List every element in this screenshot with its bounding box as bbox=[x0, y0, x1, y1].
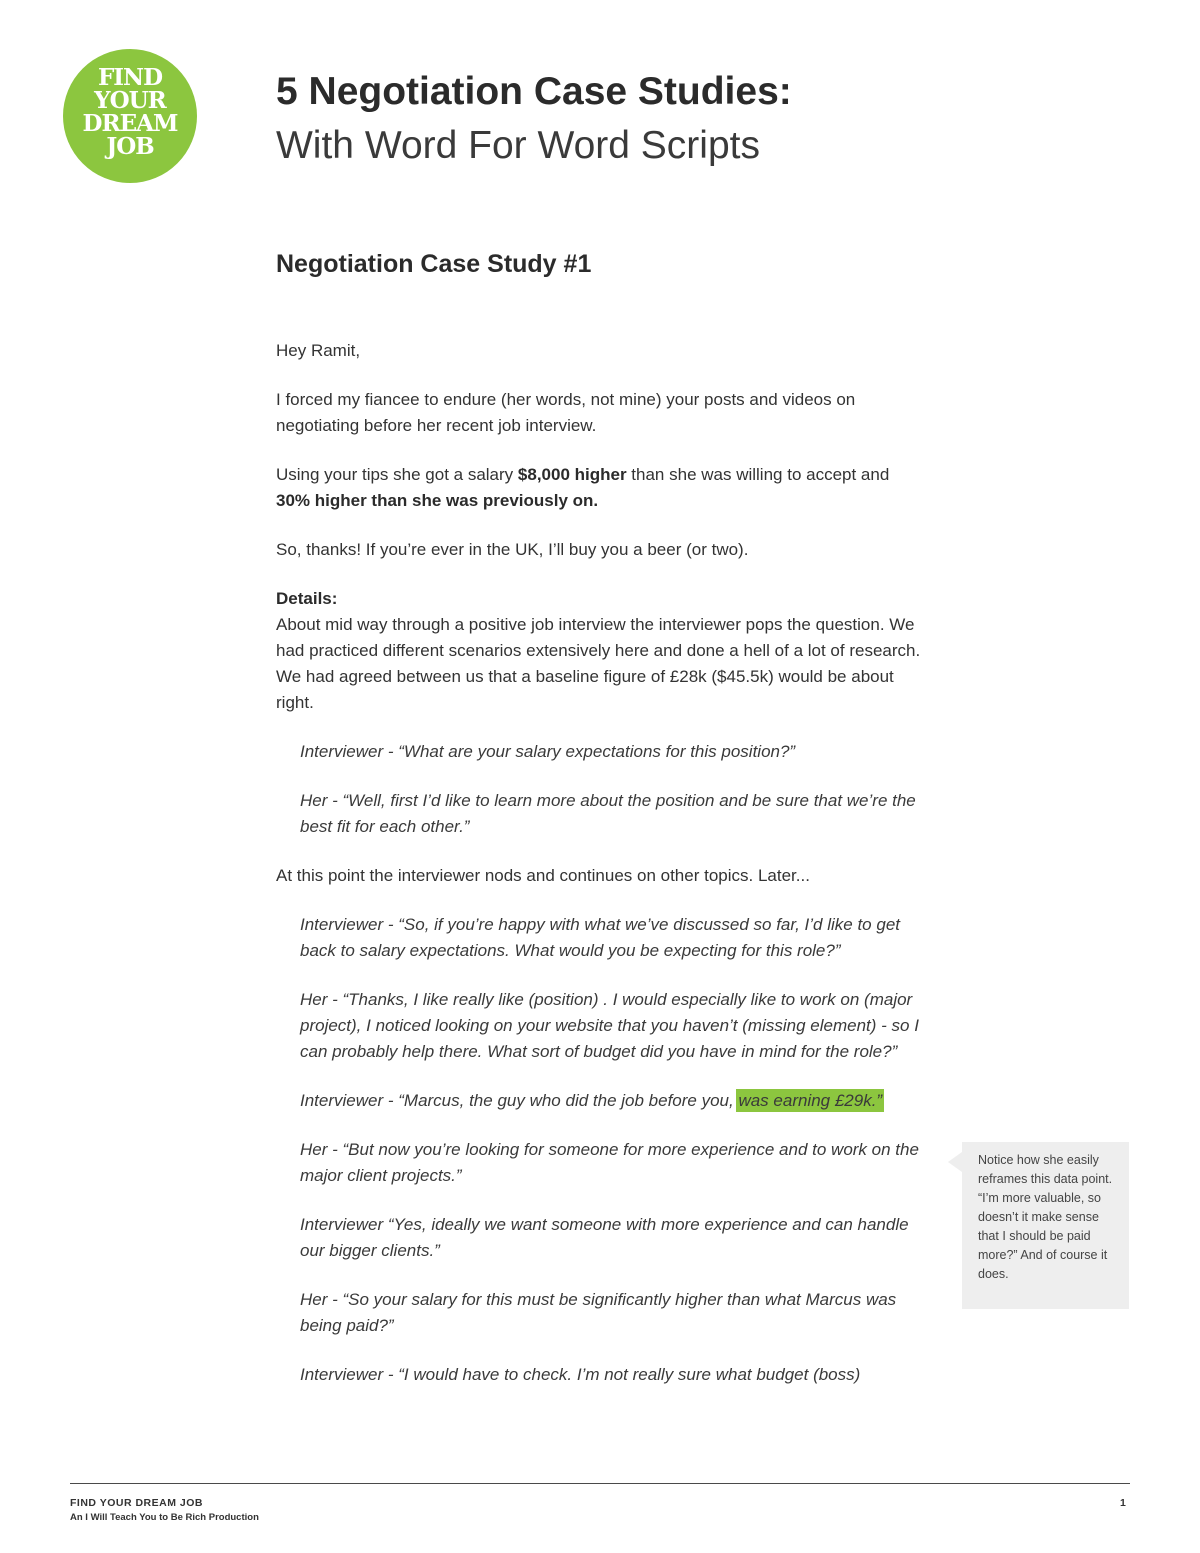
paragraph: So, thanks! If you’re ever in the UK, I’ll buy you a beer (or two). bbox=[276, 540, 749, 559]
paragraph-results bbox=[276, 462, 926, 514]
logo-line: JOB bbox=[106, 133, 154, 160]
logo-line: DREAM bbox=[82, 110, 178, 137]
sidenote-text: Notice how she easily reframes this data point. “I’m more valuable, so doesn’t it make sense that I should be paid more?” And of course it does. bbox=[978, 1153, 1113, 1281]
text-run: than she was willing to accept and bbox=[626, 465, 890, 484]
dialogue-line: Her - “Thanks, I like really like (position) . I would especially like to work on (major project), I noticed looking on your website that you haven’t (missing element) - so I can probably help there. What sort of budget did you have in mind for the role?” bbox=[300, 990, 919, 1061]
logo-text bbox=[63, 66, 197, 158]
logo bbox=[63, 49, 197, 183]
footer-subtitle: An I Will Teach You to Be Rich Production bbox=[70, 1512, 259, 1523]
text-run: Using your tips she got a salary bbox=[276, 465, 518, 484]
page-number: 1 bbox=[1120, 1497, 1126, 1509]
dialogue-line: Interviewer “Yes, ideally we want someone with more experience and can handle our bigger clients.” bbox=[300, 1215, 909, 1260]
greeting: Hey Ramit, bbox=[276, 341, 361, 360]
callout-pointer bbox=[948, 1152, 962, 1172]
logo-line: FIND bbox=[97, 64, 163, 91]
logo-line: YOUR bbox=[94, 87, 166, 114]
sidenote-callout bbox=[962, 1142, 1129, 1309]
document-title: 5 Negotiation Case Studies: bbox=[276, 70, 792, 113]
details-block bbox=[276, 586, 926, 716]
details-text: About mid way through a positive job interview the interviewer pops the question. We had practiced different scenarios extensively here and done a hell of a lot of research. We had agreed between us that a baseline figure of £28k ($45.5k) would be about right. bbox=[276, 615, 921, 712]
highlighted-text: was earning £29k.” bbox=[738, 1091, 883, 1110]
dialogue-line: Interviewer - “So, if you’re happy with what we’ve discussed so far, I’d like to get back to salary expectations. What would you be expecting for this role?” bbox=[300, 915, 900, 960]
bold-amount: $8,000 higher bbox=[517, 465, 627, 484]
footer-title: FIND YOUR DREAM JOB bbox=[70, 1497, 203, 1509]
letter-body bbox=[276, 338, 926, 1388]
dialogue-line: Her - “So your salary for this must be significantly higher than what Marcus was being paid?” bbox=[300, 1290, 897, 1335]
dialogue-line: Interviewer - “What are your salary expectations for this position?” bbox=[300, 742, 796, 761]
dialogue-line: Interviewer - “I would have to check. I’m not really sure what budget (boss) bbox=[300, 1365, 861, 1384]
paragraph: At this point the interviewer nods and continues on other topics. Later... bbox=[276, 866, 810, 885]
section-heading: Negotiation Case Study #1 bbox=[276, 250, 592, 278]
dialogue-line: Her - “But now you’re looking for someone for more experience and to work on the major client projects.” bbox=[300, 1140, 919, 1185]
footer-divider bbox=[70, 1483, 1130, 1484]
paragraph: I forced my fiancee to endure (her words, not mine) your posts and videos on negotiating before her recent job interview. bbox=[276, 390, 856, 435]
dialogue-line-highlighted bbox=[300, 1088, 926, 1114]
text-run: Interviewer - “Marcus, the guy who did the job before you, bbox=[300, 1091, 739, 1110]
dialogue-line: Her - “Well, first I’d like to learn more about the position and be sure that we’re the best fit for each other.” bbox=[300, 791, 916, 836]
document-subtitle: With Word For Word Scripts bbox=[276, 124, 760, 167]
bold-percentage: 30% higher than she was previously on. bbox=[276, 491, 599, 510]
details-label: Details: bbox=[276, 589, 338, 608]
